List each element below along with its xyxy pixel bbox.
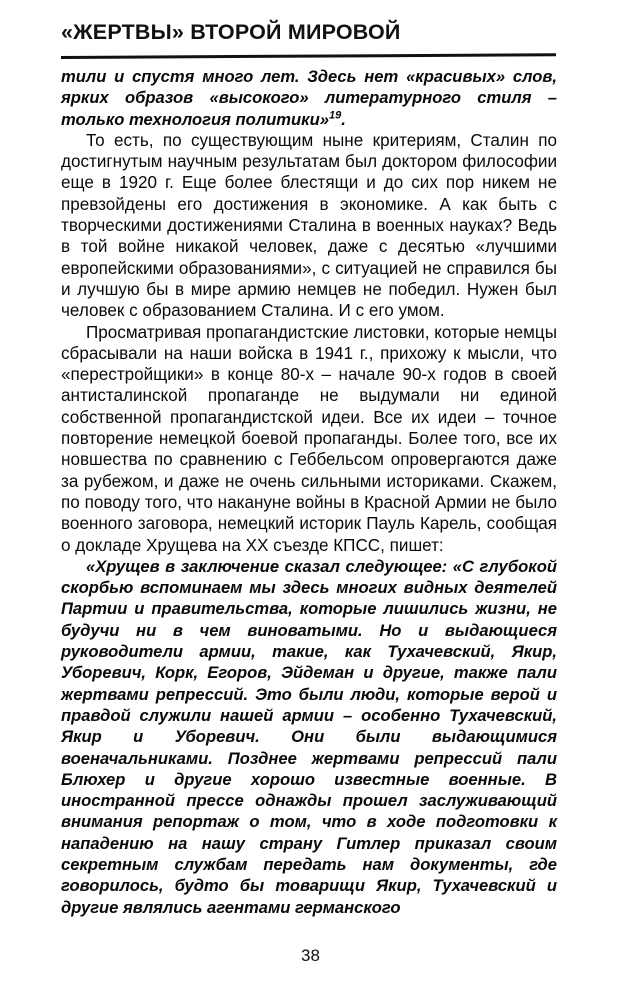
intro-quote-paragraph <box>61 66 557 130</box>
intro-quote-text: тили и спустя много лет. Здесь нет «красивых» слов, ярких образов «высокого» литературного стиля – только технология политики» <box>61 67 557 129</box>
intro-quote-terminator: . <box>341 109 346 129</box>
block-quote-paragraph: «Хрущев в заключение сказал следующее: «С глубокой скорбью вспоминаем мы здесь многих видных деятелей Партии и правительства, которые лишились жизни, не будучи ни в чем виноватыми. Но и выдающиеся руководители армии, такие, как Тухачевский, Якир, Уборевич, Корк, Егоров, Эйдеман и другие, также пали жертвами репрессий. Это были люди, которые верой и правдой служили нашей армии – особенно Тухачевский, Якир и Уборевич. Они были выдающимися военачальниками. Позднее жертвами репрессий пали Блюхер и другие хорошо известные военные. В иностранной прессе однажды прошел заслуживающий внимания репортаж о том, что в ходе подготовки к нападению на нашу страну Гитлер приказал своим секретным службам передать нам документы, где говорилось, будто бы товарищи Якир, Тухачевский и другие являлись агентами германского <box>61 556 557 917</box>
page-number: 38 <box>301 946 320 965</box>
header-rule-divider <box>61 53 556 59</box>
footnote-marker-19: 19 <box>328 109 342 122</box>
text-column <box>61 66 557 918</box>
body-paragraph-1: То есть, по существующим ныне критериям, Сталин по достигнутым научным результатам был доктором философии еще в 1920 г. Еще более блестящи и до сих пор никем не превзойдены его достижения в экономике. А как быть с творческими достижениями Сталина в военных науках? Ведь в той войне никакой человек, даже с десятью «лучшими европейскими образованиями», с ситуацией не справился бы и лучшую бы в мире армию немцев не победил. Нужен был человек с образованием Сталина. И с его умом. <box>61 130 557 321</box>
running-head: «ЖЕРТВЫ» ВТОРОЙ МИРОВОЙ <box>61 20 401 44</box>
body-paragraph-2: Просматривая пропагандистские листовки, которые немцы сбрасывали на наши войска в 1941 г., прихожу к мысли, что «перестройщики» в конце 80-х – начале 90-х годов в своей антисталинской пропаганде не выдумали ни единой собственной пропагандистской идеи. Все их идеи – точное повторение немецкой боевой пропаганды. Более того, все их новшества по сравнению с Геббельсом опровергаются даже за рубежом, и даже не очень сильными историками. Скажем, по поводу того, что накануне войны в Красной Армии не было военного заговора, немецкий историк Пауль Карель, сообщая о докладе Хрущева на XX съезде КПСС, пишет: <box>61 322 557 555</box>
